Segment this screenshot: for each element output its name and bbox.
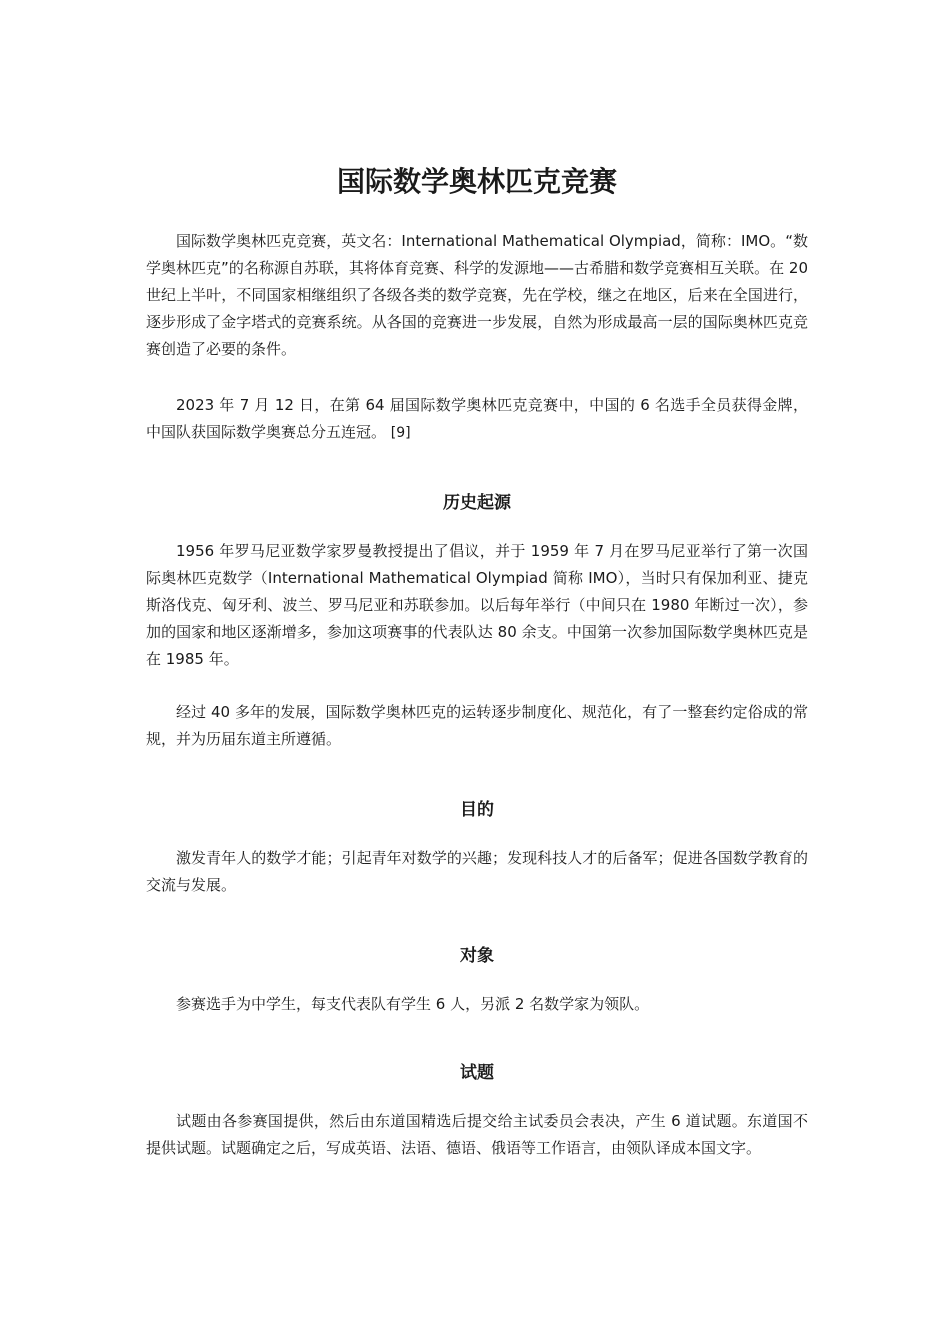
section-paragraph: 试题由各参赛国提供，然后由东道国精选后提交给主试委员会表决，产生 6 道试题。东道国不提供试题。试题确定之后，写成英语、法语、德语、俄语等工作语言，由领队译成本国文字。 bbox=[146, 1112, 808, 1157]
section-paragraph: 经过 40 多年的发展，国际数学奥林匹克的运转逐步制度化、规范化，有了一整套约定俗成的常规，并为历届东道主所遵循。 bbox=[146, 703, 808, 748]
citation-link[interactable]: [9] bbox=[390, 425, 411, 441]
intro-paragraph-text: 2023 年 7 月 12 日，在第 64 届国际数学奥林匹克竞赛中，中国的 6 名选手全员获得金牌，中国队获国际数学奥赛总分五连冠。 bbox=[146, 396, 808, 441]
intro-paragraph: 国际数学奥林匹克竞赛，英文名：International Mathematical Olympiad，简称：IMO。“数学奥林匹克”的名称源自苏联，其将体育竞赛、科学的发源地——古希腊和数学竞赛相互关联。在 20 世纪上半叶，不同国家相继组织了各级各类的数学竞赛，先在学校，继之在地区，后来在全国进行，逐步形成了金字塔式的竞赛系统。从各国的竞赛进一步发展，自然为形成最高一层的国际奥林匹克竞赛创造了必要的条件。 bbox=[146, 232, 808, 358]
section-paragraph: 1956 年罗马尼亚数学家罗曼教授提出了倡议，并于 1959 年 7 月在罗马尼亚举行了第一次国际奥林匹克数学（International Mathematical Olympiad 简称 IMO），当时只有保加利亚、捷克斯洛伐克、匈牙利、波兰、罗马尼亚和苏联参加。以后每年举行（中间只在 1980 年断过一次），参加的国家和地区逐渐增多，参加这项赛事的代表队达 80 余支。中国第一次参加国际数学奥林匹克是在 1985 年。 bbox=[146, 542, 808, 668]
section-paragraph: 激发青年人的数学才能；引起青年对数学的兴趣；发现科技人才的后备军；促进各国数学教育的交流与发展。 bbox=[146, 849, 808, 894]
section-heading-history: 历史起源 bbox=[443, 493, 511, 513]
section-heading-participants: 对象 bbox=[460, 946, 494, 966]
section-heading-problems: 试题 bbox=[460, 1063, 494, 1083]
document-title: 国际数学奥林匹克竞赛 bbox=[336, 165, 617, 198]
section-paragraph: 参赛选手为中学生，每支代表队有学生 6 人，另派 2 名数学家为领队。 bbox=[176, 995, 650, 1013]
section-heading-purpose: 目的 bbox=[460, 800, 494, 820]
intro-paragraph bbox=[146, 392, 808, 447]
